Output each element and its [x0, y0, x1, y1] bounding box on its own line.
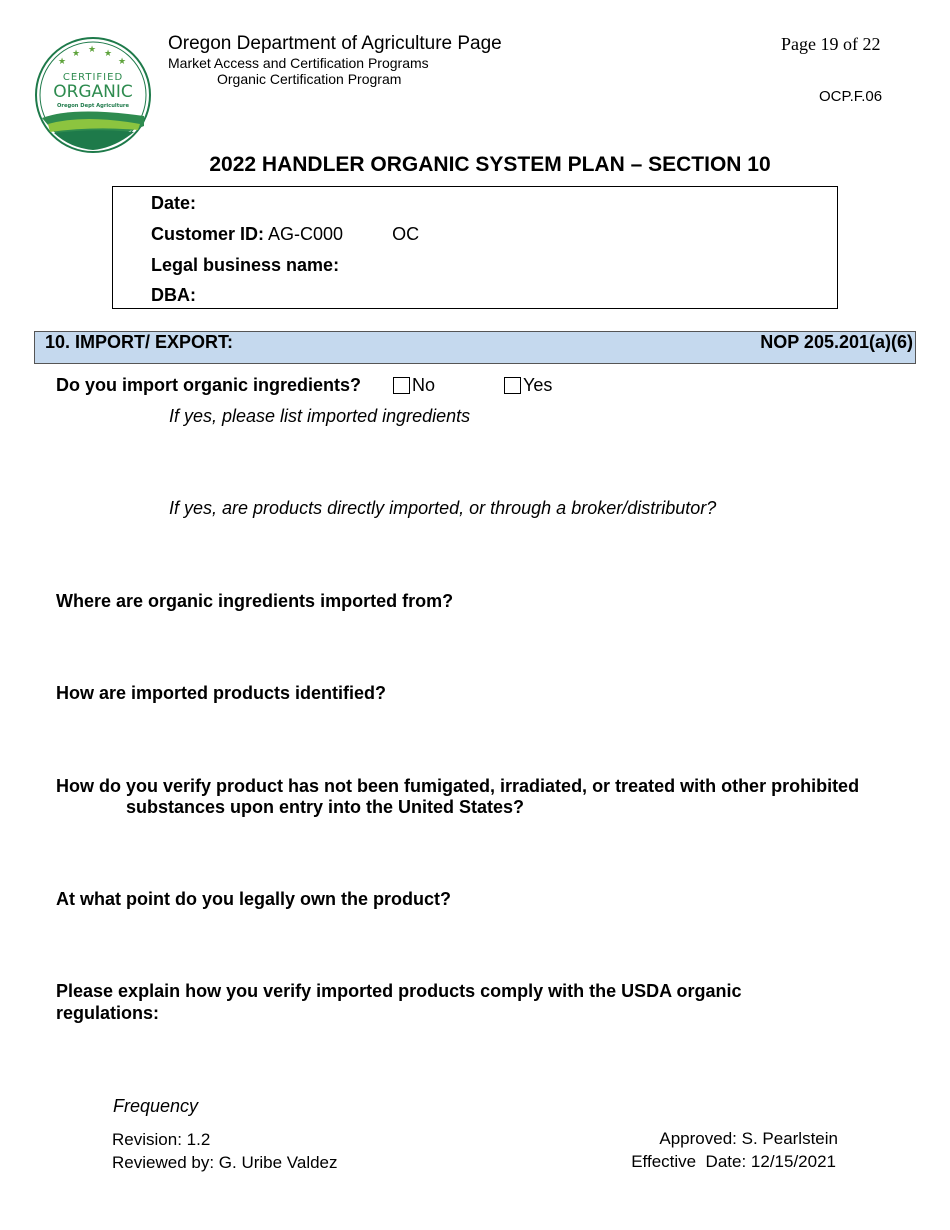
organic-seal-icon: [34, 36, 152, 154]
customer-info-box: [112, 186, 838, 309]
import-no-option[interactable]: [393, 375, 435, 396]
no-label: No: [412, 375, 436, 395]
customer-id-row: [151, 224, 419, 245]
logo-oda-text: Oregon Dept Agriculture: [57, 103, 129, 109]
division-name: Market Access and Certification Programs: [168, 55, 429, 71]
usda-compliance-question-line1: Please explain how you verify imported products comply with the USDA organic: [56, 981, 742, 1001]
svg-text:★: ★: [88, 45, 97, 55]
revision-label: Revision: 1.2: [112, 1130, 211, 1149]
import-question: Do you import organic ingredients?: [56, 375, 362, 395]
svg-text:★: ★: [118, 57, 127, 67]
dba-label: DBA:: [151, 285, 196, 305]
svg-text:★: ★: [72, 49, 81, 59]
date-label: Date:: [151, 193, 197, 213]
legal-business-name-label: Legal business name:: [151, 255, 340, 275]
certified-organic-logo: [34, 36, 152, 154]
no-checkbox[interactable]: [393, 377, 410, 394]
effective-date-label: Effective Date: 12/15/2021: [631, 1152, 836, 1171]
import-yes-option[interactable]: [504, 375, 552, 396]
agency-name: Oregon Department of Agriculture Page: [168, 33, 502, 54]
list-ingredients-prompt: If yes, please list imported ingredients: [169, 406, 471, 426]
identified-question: How are imported products identified?: [56, 683, 387, 703]
document-title: 2022 HANDLER ORGANIC SYSTEM PLAN – SECTION 10: [209, 153, 771, 176]
yes-label: Yes: [523, 375, 553, 395]
frequency-label: Frequency: [113, 1096, 199, 1116]
customer-id-value: AG-C000: [268, 224, 344, 244]
section-header-bar: [34, 331, 916, 364]
ownership-question: At what point do you legally own the product?: [56, 889, 451, 909]
section-title: 10. IMPORT/ EXPORT:: [45, 332, 234, 352]
customer-id-label: Customer ID:: [151, 224, 265, 244]
svg-text:★: ★: [58, 57, 67, 67]
direct-import-prompt: If yes, are products directly imported, or through a broker/distributor?: [169, 498, 717, 518]
logo-certified-text: CERTIFIED: [62, 72, 124, 83]
reviewed-by-label: Reviewed by: G. Uribe Valdez: [112, 1153, 338, 1172]
where-imported-question: Where are organic ingredients imported from?: [56, 591, 454, 611]
form-code: OCP.F.06: [819, 88, 883, 105]
svg-text:★: ★: [104, 49, 113, 59]
section-reference: NOP 205.201(a)(6): [760, 332, 913, 352]
page-number: Page 19 of 22: [781, 34, 881, 54]
fumigation-question-line2: substances upon entry into the United States?: [126, 797, 525, 817]
customer-id-suffix: OC: [392, 224, 420, 244]
yes-checkbox[interactable]: [504, 377, 521, 394]
usda-compliance-question-line2: regulations:: [56, 1003, 160, 1023]
program-name: Organic Certification Program: [217, 71, 402, 87]
approved-by-label: Approved: S. Pearlstein: [659, 1129, 838, 1148]
fumigation-question-line1: How do you verify product has not been fumigated, irradiated, or treated with other prohibited: [56, 776, 860, 796]
logo-organic-text: ORGANIC: [53, 82, 133, 102]
